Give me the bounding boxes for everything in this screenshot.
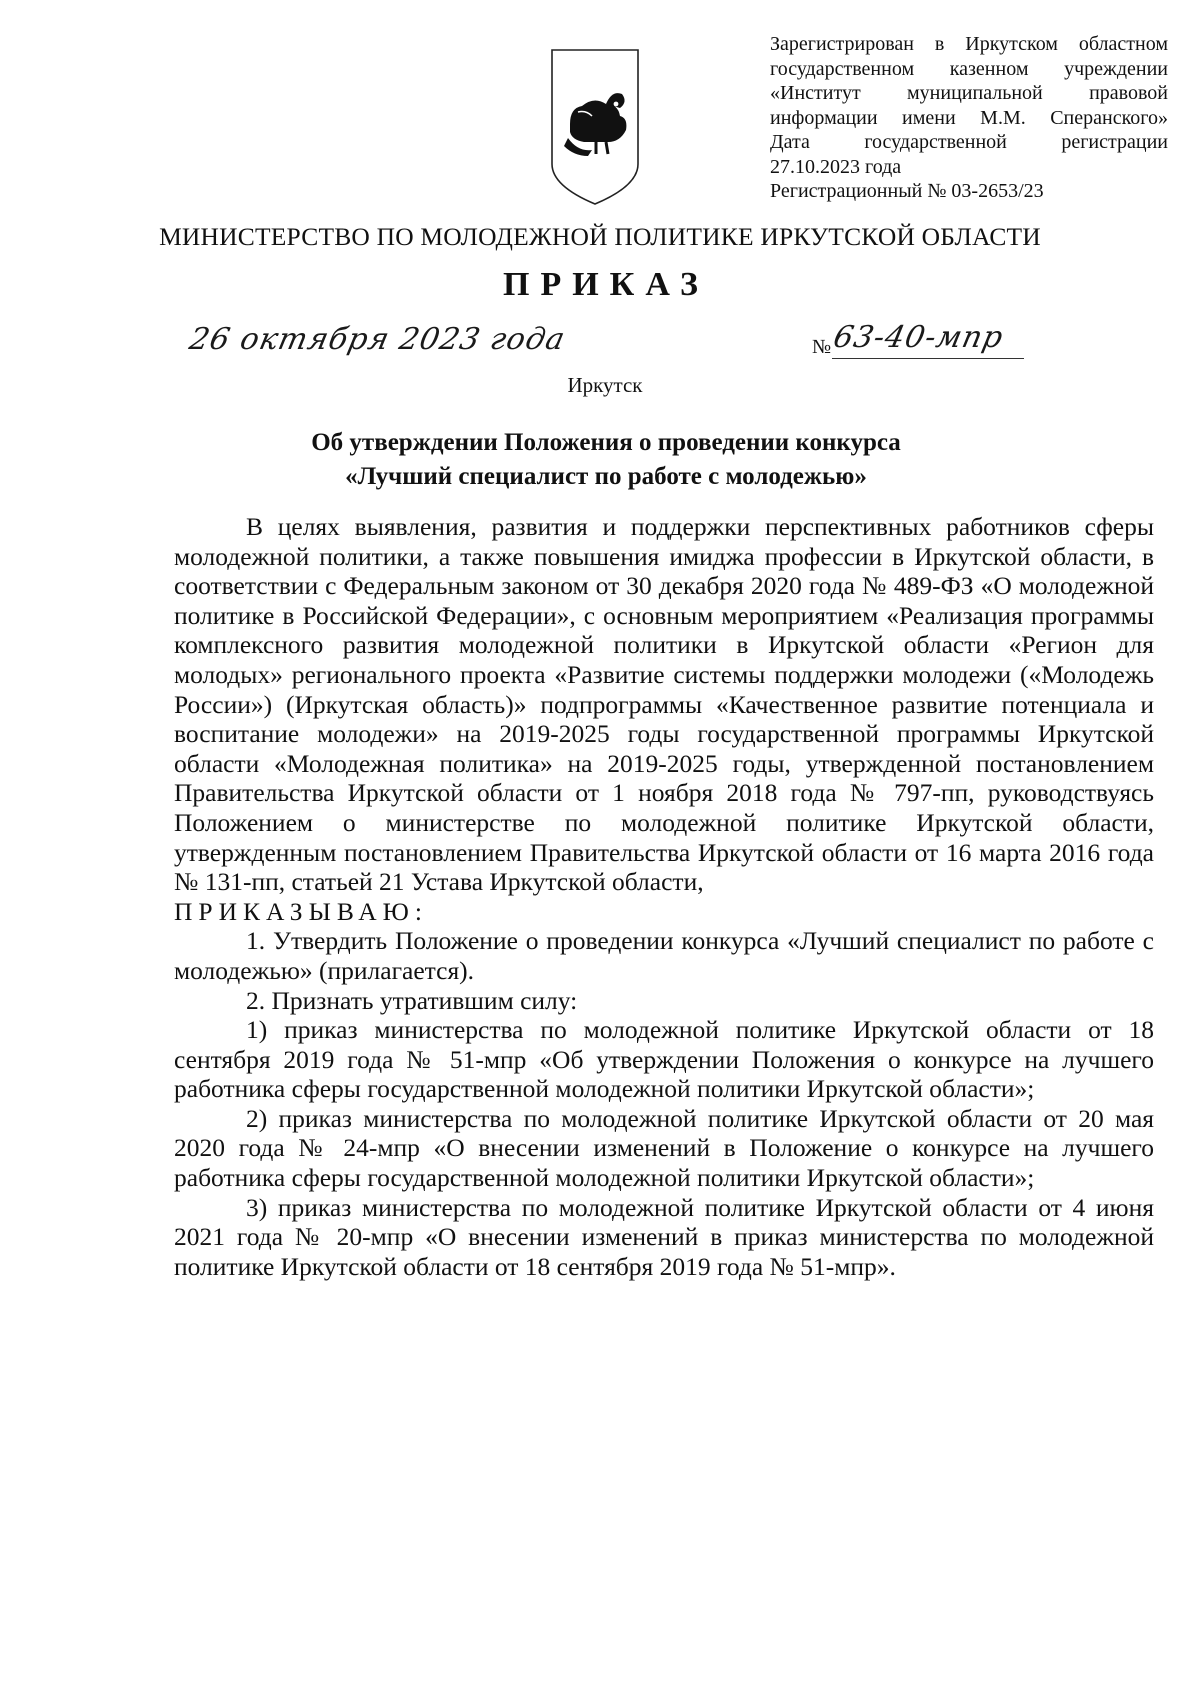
ministry-name: МИНИСТЕРСТВО ПО МОЛОДЕЖНОЙ ПОЛИТИКЕ ИРКУТСКОЙ ОБЛАСТИ <box>159 222 1041 251</box>
number-label: № <box>812 336 832 358</box>
registration-line: Зарегистрирован в Иркутском областном <box>770 33 1168 55</box>
document-heading <box>0 426 1200 494</box>
heading-line: «Лучший специалист по работе с молодежью» <box>345 463 867 490</box>
babr-shield-icon <box>548 46 642 208</box>
order-item: 3) приказ министерства по молодежной политике Иркутской области от 4 июня 2021 года № 20-мпр «О внесении изменений в приказ министерства по молодежной политике Иркутской области от 18 сентября 2019 года № 51-мпр». <box>174 1192 1154 1281</box>
order-word: ПРИКАЗЫВАЮ: <box>174 896 428 926</box>
heading-line: Об утверждении Положения о проведении конкурса <box>311 429 901 456</box>
registration-number: Регистрационный № 03-2653/23 <box>770 180 1044 202</box>
handwritten-number: 63-40-мпр <box>830 320 1007 355</box>
registration-date: 27.10.2023 года <box>770 155 902 178</box>
order-item: 2. Признать утратившим силу: <box>246 985 578 1015</box>
document-body <box>174 512 1154 1281</box>
registration-line: Дата государственной регистрации <box>770 131 1168 153</box>
order-item: 1) приказ министерства по молодежной политике Иркутской области от 18 сентября 2019 года № 51-мпр «Об утверждении Положения о конкурсе на лучшего работника сферы государственной молодежной политики Иркутской области»; <box>174 1015 1154 1104</box>
order-item: 1. Утвердить Положение о проведении конкурса «Лучший специалист по работе с молодежью» (прилагается). <box>174 926 1154 985</box>
city-name: Иркутск <box>567 373 643 397</box>
registration-line: государственном казенном учреждении <box>770 57 1168 80</box>
handwritten-date: 26 октября 2023 года <box>186 322 569 357</box>
registration-block <box>770 32 1168 204</box>
coat-of-arms-emblem <box>548 46 642 208</box>
order-item: 2) приказ министерства по молодежной политике Иркутской области от 20 мая 2020 года № 24-мпр «О внесении изменений в Положение о конкурсе на лучшего работника сферы государственной молодежной политики Иркутской области»; <box>174 1103 1154 1193</box>
registration-line: «Институт муниципальной правовой <box>770 82 1168 104</box>
document-type: ПРИКАЗ <box>503 266 709 303</box>
registration-line: информации имени М.М. Сперанского» <box>770 106 1168 129</box>
preamble-paragraph: В целях выявления, развития и поддержки перспективных работников сферы молодежной политики, а также повышения имиджа профессии в Иркутской области, в соответствии с Федеральным законом от 30 декабря 2020 года № 489-ФЗ «О молодежной политике в Российской Федерации», с основным мероприятием «Реализация программы комплексного развития молодежной политики в Иркутской области «Регион для молодых» регионального проекта «Развитие системы поддержки молодежи («Молодежь России») (Иркутская область)» подпрограммы «Качественное развитие потенциала и воспитание молодежи» на 2019-2025 годы государственной программы Иркутской области «Молодежная политика» на 2019-2025 годы, утвержденной постановлением Правительства Иркутской области от 1 ноября 2018 года № 797-пп, руководствуясь Положением о министерстве по молодежной политике Иркутской области, утвержденным постановлением Правительства Иркутской области от 16 марта 2016 года № 131-пп, статьей 21 Устава Иркутской области, <box>174 512 1154 897</box>
number-underline <box>832 358 1024 359</box>
